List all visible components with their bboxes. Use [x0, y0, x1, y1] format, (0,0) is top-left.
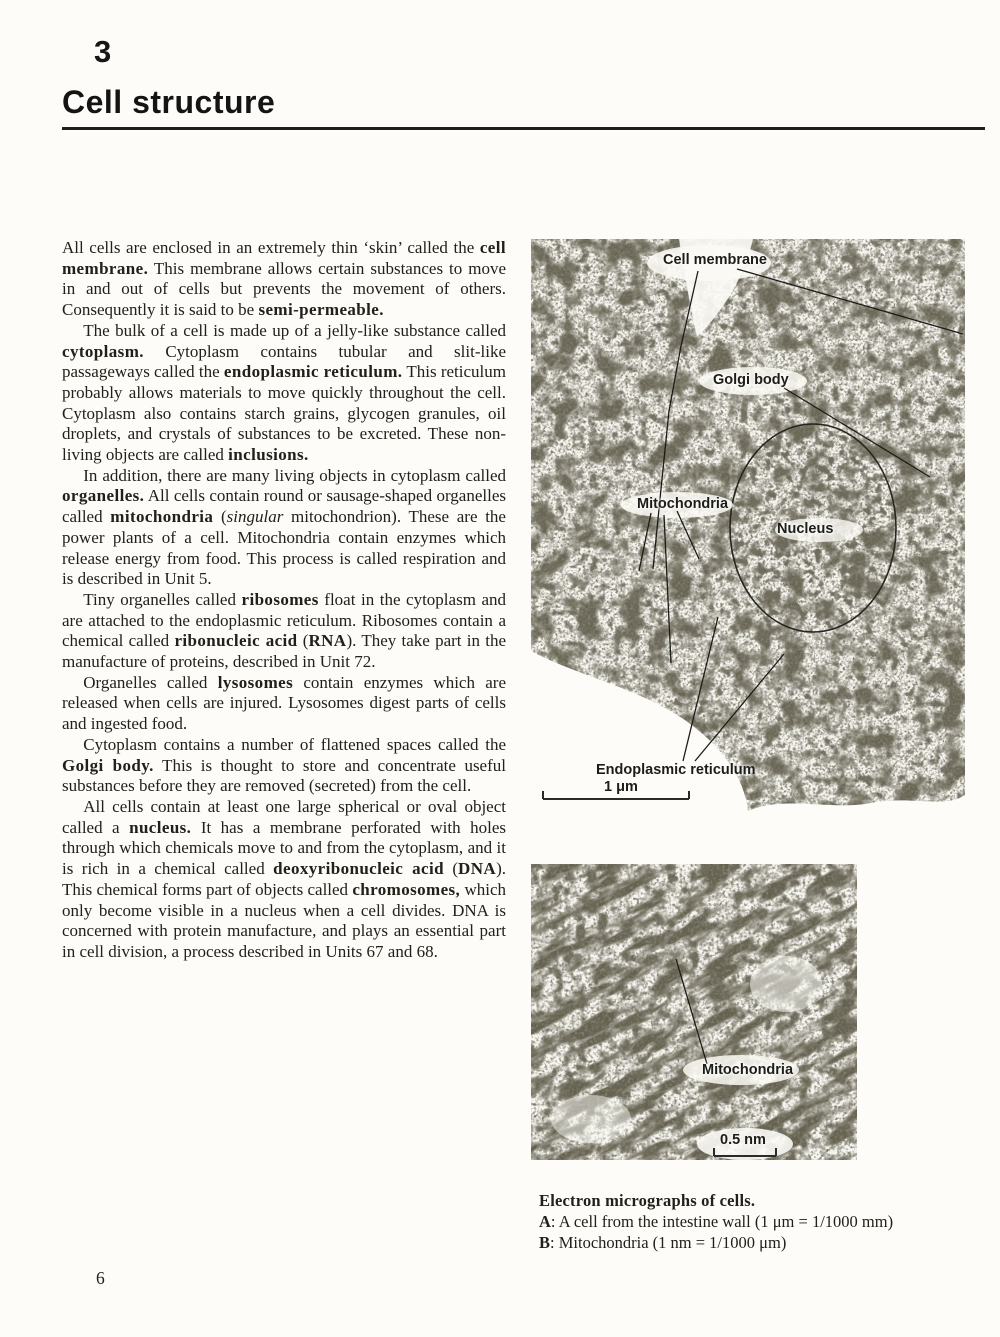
paragraph: Cytoplasm contains a number of flattened spaces called the Golgi body. This is thought to store and concentrate useful substances before they are removed (secreted) from the cell.	[62, 734, 506, 796]
caption-text-a: : A cell from the intestine wall (1 μm = 1/1000 mm)	[550, 1212, 894, 1231]
paragraph: In addition, there are many living objects in cytoplasm called organelles. All cells contain round or sausage-shaped organelles called mitochondria (singular mitochondrion). These are the power plants of a cell. Mitochondria contain enzymes which release energy from food. This process is called respiration and is described in Unit 5.	[62, 465, 506, 589]
micrograph-b-image	[531, 864, 857, 1160]
body-text	[62, 238, 506, 963]
title-rule	[62, 127, 985, 130]
micrograph-a	[531, 239, 965, 811]
scale-label-b: 0.5 nm	[720, 1132, 766, 1148]
page-title: Cell structure	[62, 84, 276, 120]
chapter-number: 3	[94, 34, 112, 69]
label-nucleus: Nucleus	[777, 521, 834, 537]
micrograph-b	[531, 864, 857, 1160]
paragraph: The bulk of a cell is made up of a jelly-like substance called cytoplasm. Cytoplasm contains tubular and slit-like passageways called the endoplasmic reticulum. This reticulum probably allows materials to move quickly throughout the cell. Cytoplasm also contains starch grains, glycogen granules, oil droplets, and crystals of substances to be excreted. These non-living objects are called inclusions.	[62, 320, 506, 465]
caption-label-a: A	[539, 1212, 551, 1231]
scale-label-a: 1 μm	[604, 779, 638, 795]
label-mitochondria-b: Mitochondria	[702, 1062, 794, 1078]
label-golgi-body: Golgi body	[713, 372, 789, 388]
caption-label-b: B	[539, 1233, 551, 1252]
label-endoplasmic-reticulum: Endoplasmic reticulum	[596, 762, 756, 778]
paragraph: Organelles called lysosomes contain enzymes which are released when cells are injured. Lysosomes digest parts of cells and ingested food.	[62, 672, 507, 734]
page-number: 6	[96, 1268, 105, 1288]
label-cell-membrane: Cell membrane	[663, 252, 767, 268]
paragraph: Tiny organelles called ribosomes float in the cytoplasm and are attached to the endoplasmic reticulum. Ribosomes contain a chemical called ribonucleic acid (RNA). They take part in the manufacture of proteins, described in Unit 72.	[62, 589, 506, 672]
figure-caption	[539, 1190, 984, 1253]
paragraph: All cells are enclosed in an extremely thin ‘skin’ called the cell membrane. This membrane allows certain substances to move in and out of cells but prevents the movement of others. Consequently it is said to be semi-permeable.	[62, 238, 506, 320]
caption-text-b: : Mitochondria (1 nm = 1/1000 μm)	[550, 1233, 787, 1252]
caption-heading: Electron micrographs of cells.	[539, 1191, 756, 1210]
label-mitochondria-a: Mitochondria	[637, 496, 729, 512]
micrograph-a-image	[531, 239, 965, 811]
paragraph: All cells contain at least one large spherical or oval object called a nucleus. It has a membrane perforated with holes through which chemicals move to and from the cytoplasm, and it is rich in a chemical called deoxyribonucleic acid (DNA). This chemical forms part of objects called chromosomes, which only become visible in a nucleus when a cell divides. DNA is concerned with protein manufacture, and plays an essential part in cell division, a process described in Units 67 and 68.	[62, 796, 506, 961]
caption-line-b	[539, 1232, 984, 1253]
caption-line-a	[539, 1211, 984, 1232]
